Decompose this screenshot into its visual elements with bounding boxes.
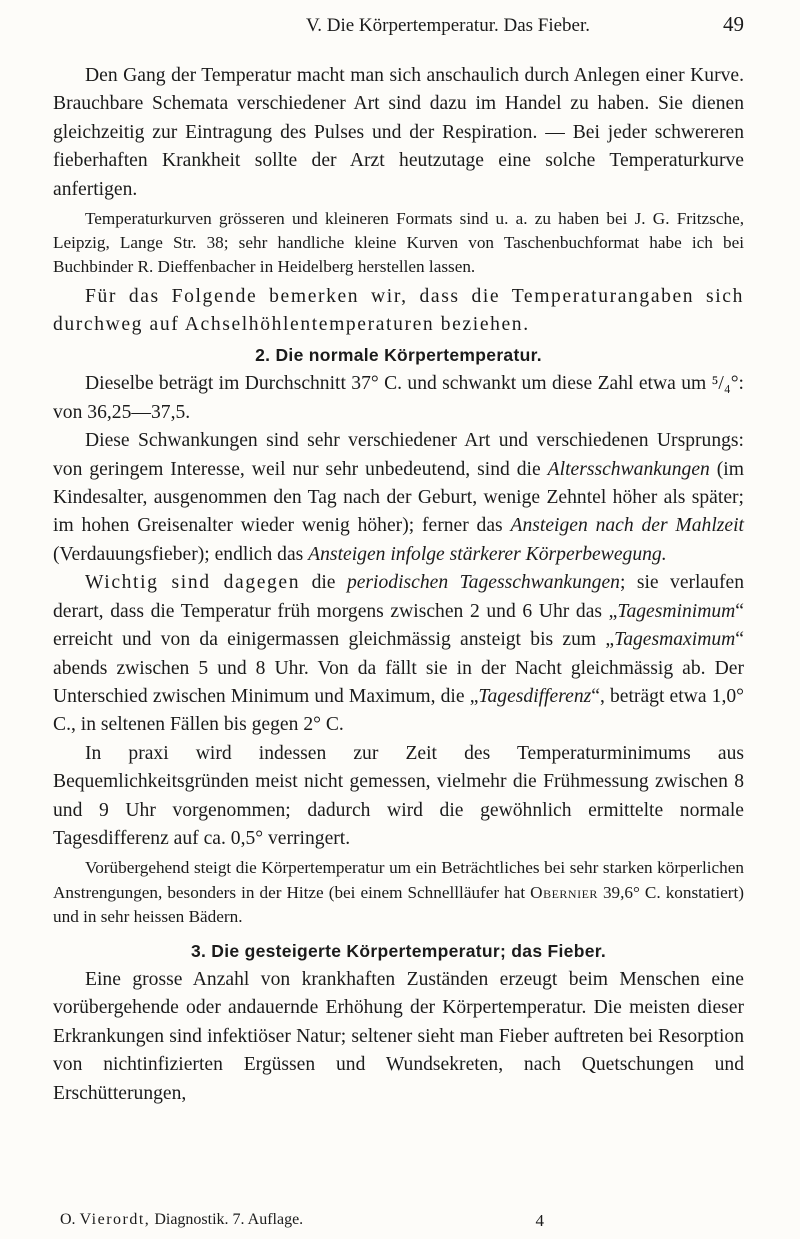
text-run: “ erreicht und von da einigermassen gleichmässig ansteigt bis zum „: [53, 600, 744, 651]
paragraph-in-praxi: In praxi wird indessen zur Zeit des Temperaturminimums aus Bequemlichkeitsgründen meist nicht gemessen, vielmehr die Frühmessung zwischen 8 und 9 Uhr vorgenommen; dadurch wird die gewöhnlich ermittelte normale Tagesdifferenz auf ca. 0,5° verringert.: [53, 742, 744, 849]
paragraph-durchschnitt: Dieselbe beträgt im Durchschnitt 37° C. und schwankt um diese Zahl etwa um ⁵/₄°: von 36,25—37,5.: [53, 373, 744, 423]
text-run: Vorübergehend steigt die Körpertemperatur um ein Beträchtliches bei sehr starken körperlichen Anstrengungen, besonders in der Hitze (bei einem Schnellläufer hat: [53, 858, 744, 902]
running-head: [53, 12, 744, 37]
emphasis-altersschwankungen: Altersschwankungen: [547, 458, 710, 480]
page-number: 49: [723, 12, 744, 36]
text-run: “ abends zwischen 5 und 8 Uhr. Von da fällt sie in der Nacht gleichmässig ab. Der Unterschied zwischen Minimum und Maximum, die „: [53, 629, 744, 707]
footer-imprint: [60, 1211, 303, 1231]
paragraph-krankhafte-zustaende: Eine grosse Anzahl von krankhaften Zuständen erzeugt beim Menschen eine vorübergehende oder andauernde Erhöhung der Körpertemperatur. Die meisten dieser Erkrankungen sind infektiöser Natur; seltener sieht man Fieber auftreten bei Resorption von nichtinfizierten Ergüssen und Wundsekreten, nach Quetschungen und Erschütterungen,: [53, 968, 744, 1104]
emphasis-mahlzeit: Ansteigen nach der Mahlzeit: [510, 515, 744, 537]
running-title: V. Die Körpertemperatur. Das Fieber.: [305, 15, 591, 36]
paragraph-bezugsquellen: Temperaturkurven grösseren und kleineren Formats sind u. a. zu haben bei J. G. Fritzsche, Leipzig, Lange Str. 38; sehr handliche kleine Kurven von Taschenbuchformat habe ich bei Buchbinder R. Dieffenbacher in Heidelberg herstellen lassen.: [53, 209, 744, 277]
spaced-emphasis-wichtig: Wichtig sind dagegen: [85, 572, 301, 594]
text-run: (Verdauungsfieber); endlich das: [53, 543, 309, 565]
paragraph-achselhoehle: Für das Folgende bemerken wir, dass die Temperaturangaben sich durchweg auf Achselhöhlentemperaturen beziehen.: [53, 285, 744, 336]
text-run: (im Kindesalter, ausgenommen den Tag nach der Geburt, wenige Zehntel höher als später; im hohen Greisenalter wieder wenig höher); ferner das: [53, 458, 744, 537]
signature-mark: 4: [535, 1211, 544, 1230]
text-run: “, beträgt etwa 1,0° C., in seltenen Fällen bis gegen 2° C.: [53, 685, 744, 736]
paragraph-tagesschwankungen: [53, 569, 744, 739]
paragraph-voruebergehend: [53, 856, 744, 929]
section-heading-normale-temperatur: 2. Die normale Körpertemperatur.: [255, 345, 542, 366]
text-run: ; sie verlaufen derart, dass die Temperatur früh morgens zwischen 2 und 6 Uhr das „: [53, 572, 744, 622]
emphasis-tagesmaximum: Tagesmaximum: [614, 629, 736, 651]
paragraph-temperaturkurve: Den Gang der Temperatur macht man sich anschaulich durch Anlegen einer Kurve. Brauchbare Schemata verschiedener Art sind dazu im Handel zu haben. Sie dienen gleichzeitig zur Eintragung des Pulses und der Respiration. — Bei jeder schwereren fieberhaften Krankheit sollte der Arzt heutzutage eine solche Temperaturkurve anfertigen.: [53, 65, 744, 200]
text-run: die: [300, 572, 347, 594]
author-initial: O.: [60, 1211, 76, 1228]
emphasis-tagesdifferenz: Tagesdifferenz: [478, 685, 592, 707]
text-run: Diese Schwankungen sind sehr verschiedener Art und verschiedenen Ursprungs: von geringem Interesse, weil nur sehr unbedeutend, sind die: [53, 430, 744, 480]
emphasis-koerperbewegung: Ansteigen infolge stärkerer Körperbewegung.: [308, 543, 667, 565]
emphasis-periodisch: periodischen Tagesschwankungen: [346, 572, 620, 594]
paragraph-schwankungen: [53, 427, 744, 569]
page-footer: [60, 1211, 744, 1231]
emphasis-tagesminimum: Tagesminimum: [617, 600, 736, 622]
author-name: Vierordt,: [79, 1211, 151, 1228]
book-title: Diagnostik. 7. Auflage.: [154, 1211, 304, 1228]
author-name-obernier: Obernier: [530, 882, 598, 902]
text-run: 39,6° C. konstatiert) und in sehr heissen Bädern.: [53, 882, 744, 926]
section-heading-fieber: 3. Die gesteigerte Körpertemperatur; das Fieber.: [190, 940, 607, 961]
